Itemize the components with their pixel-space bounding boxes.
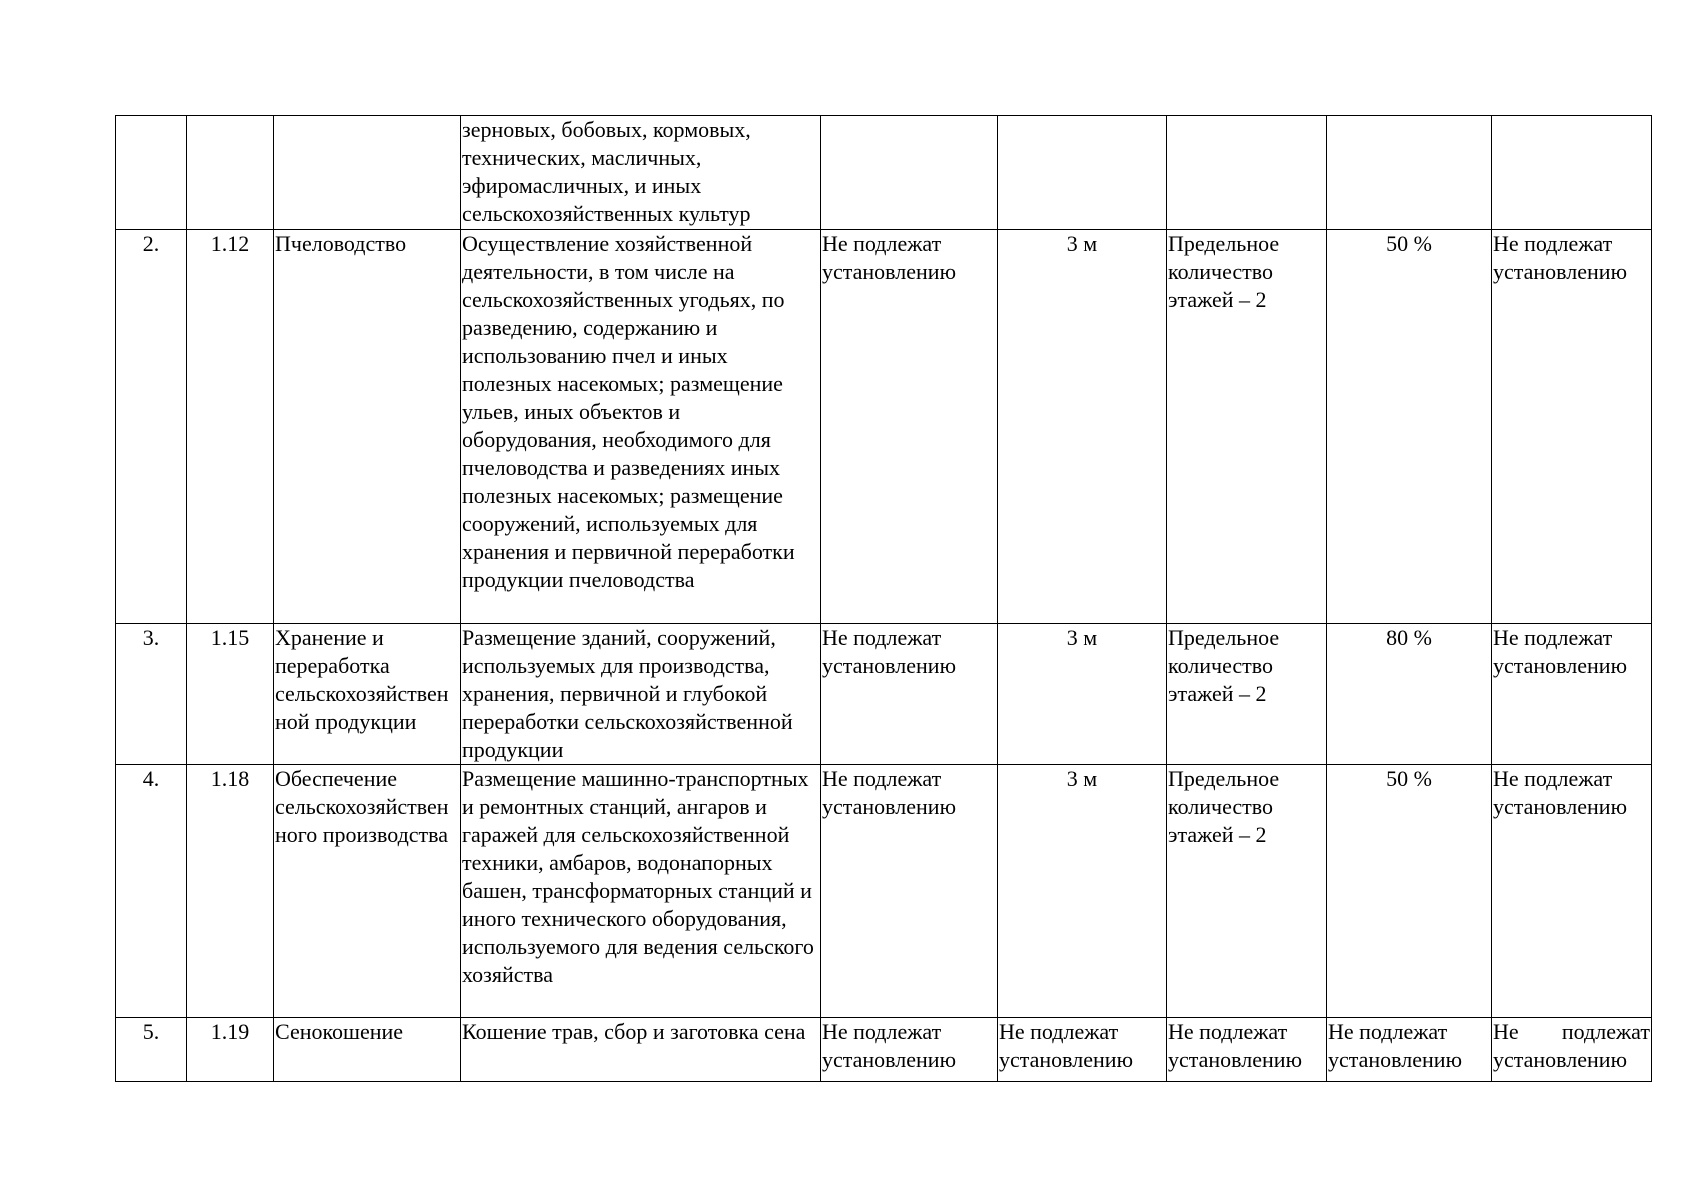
code-cell: 1.19 <box>187 1018 274 1082</box>
row-number-cell: 2. <box>116 230 187 624</box>
use-type-description-cell: Размещение машинно-транспортных и ремонтных станций, ангаров и гаражей для сельскохозяйственной техники, амбаров, водонапорных башен, трансформаторных станций и иного технического оборудования, используемого для ведения сельского хозяйства <box>461 765 821 1018</box>
row-number-cell: 3. <box>116 624 187 765</box>
other-params-cell <box>1492 116 1652 230</box>
setback-cell: 3 м <box>998 765 1167 1018</box>
table-row <box>116 116 1652 230</box>
floors-cell: Не подлежат установлению <box>1167 1018 1327 1082</box>
use-type-description-cell: зерновых, бобовых, кормовых, технических, масличных, эфиромасличных, и иных сельскохозяйственных культур <box>461 116 821 230</box>
coverage-cell: 80 % <box>1327 624 1492 765</box>
land-use-regulations-table <box>115 115 1652 1082</box>
other-params-cell: Не подлежат установлению <box>1492 765 1652 1018</box>
setback-cell: 3 м <box>998 230 1167 624</box>
floors-cell: Предельное количество этажей – 2 <box>1167 624 1327 765</box>
lot-size-cell: Не подлежат установлению <box>821 624 998 765</box>
coverage-cell <box>1327 116 1492 230</box>
use-type-name-cell: Пчеловодство <box>274 230 461 624</box>
floors-cell: Предельное количество этажей – 2 <box>1167 765 1327 1018</box>
code-cell: 1.12 <box>187 230 274 624</box>
setback-cell: Не подлежат установлению <box>998 1018 1167 1082</box>
coverage-cell: Не подлежат установлению <box>1327 1018 1492 1082</box>
table-row <box>116 765 1652 1018</box>
floors-cell <box>1167 116 1327 230</box>
setback-cell: 3 м <box>998 624 1167 765</box>
lot-size-cell <box>821 116 998 230</box>
use-type-name-cell: Обеспечение сельскохозяйственного производства <box>274 765 461 1018</box>
lot-size-cell: Не подлежат установлению <box>821 765 998 1018</box>
table-row <box>116 230 1652 624</box>
row-number-cell: 4. <box>116 765 187 1018</box>
use-type-description-cell: Осуществление хозяйственной деятельности, в том числе на сельскохозяйственных угодьях, по разведению, содержанию и использованию пчел и иных полезных насекомых; размещение ульев, иных объектов и оборудования, необходимого для пчеловодства и разведениях иных полезных насекомых; размещение сооружений, используемых для хранения и первичной переработки продукции пчеловодства <box>461 230 821 624</box>
table-row <box>116 1018 1652 1082</box>
coverage-cell: 50 % <box>1327 230 1492 624</box>
row-number-cell: 5. <box>116 1018 187 1082</box>
setback-cell <box>998 116 1167 230</box>
use-type-name-cell: Хранение и переработка сельскохозяйственной продукции <box>274 624 461 765</box>
lot-size-cell: Не подлежат установлению <box>821 230 998 624</box>
use-type-name-cell: Сенокошение <box>274 1018 461 1082</box>
other-params-cell: Не подлежат установлению <box>1492 230 1652 624</box>
row-number-cell <box>116 116 187 230</box>
coverage-cell: 50 % <box>1327 765 1492 1018</box>
use-type-description-cell: Размещение зданий, сооружений, используемых для производства, хранения, первичной и глубокой переработки сельскохозяйственной продукции <box>461 624 821 765</box>
other-params-cell: Не подлежат установлению <box>1492 1018 1652 1082</box>
code-cell: 1.18 <box>187 765 274 1018</box>
code-cell <box>187 116 274 230</box>
lot-size-cell: Не подлежат установлению <box>821 1018 998 1082</box>
code-cell: 1.15 <box>187 624 274 765</box>
table-row <box>116 624 1652 765</box>
other-params-cell: Не подлежат установлению <box>1492 624 1652 765</box>
floors-cell: Предельное количество этажей – 2 <box>1167 230 1327 624</box>
use-type-description-cell: Кошение трав, сбор и заготовка сена <box>461 1018 821 1082</box>
use-type-name-cell <box>274 116 461 230</box>
